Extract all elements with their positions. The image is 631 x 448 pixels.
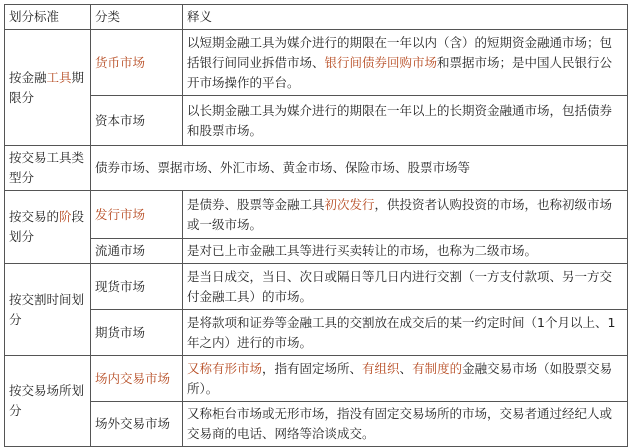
category-cell: 现货市场 xyxy=(91,264,183,310)
table-row xyxy=(5,96,628,146)
table-row xyxy=(5,402,628,447)
merged-description-cell: 债券市场、票据市场、外汇市场、黄金市场、保险市场、股票市场等 xyxy=(91,146,628,191)
table-row xyxy=(5,310,628,356)
category-cell: 场外交易市场 xyxy=(91,402,183,447)
criterion-text: 按金融 xyxy=(9,69,47,85)
desc-text: 金融交易市场（如股票交易所）。 xyxy=(187,360,613,396)
category-cell: 场内交易市场 xyxy=(91,356,183,402)
description-cell xyxy=(183,191,628,239)
desc-text: 、 xyxy=(399,360,413,376)
criterion-text: 期限分 xyxy=(9,69,85,105)
table-row xyxy=(5,30,628,96)
criterion-cell xyxy=(5,30,91,146)
criterion-text-highlight: 阶 xyxy=(59,209,72,224)
description-cell xyxy=(183,310,628,356)
table-row xyxy=(5,191,628,239)
description-cell xyxy=(183,96,628,146)
desc-text-highlight: 银行间债券回购市场 xyxy=(324,54,438,70)
criterion-text-highlight: 工具 xyxy=(46,69,72,85)
criterion-cell xyxy=(5,356,91,447)
desc-text-highlight: 有制度的 xyxy=(412,360,463,376)
description-cell xyxy=(183,239,628,264)
desc-text: 是当日成交，当日、次日或隔日等几日内进行交割（一方支付款项、另一方交付金融工具）的市场。 xyxy=(187,268,613,304)
category-cell: 期货市场 xyxy=(91,310,183,356)
market-classification-table xyxy=(4,4,628,447)
table-row xyxy=(5,264,628,310)
table-row xyxy=(5,239,628,264)
desc-text: ，供投资者认购投资的市场，也称初级市场或一级市场。 xyxy=(187,196,613,232)
criterion-text: 按交易的 xyxy=(9,209,60,224)
criterion-text: 段划分 xyxy=(9,209,85,244)
desc-text: ，指有固定场所、 xyxy=(262,360,363,376)
criterion-text: 按交易场所划分 xyxy=(9,383,85,418)
header-description: 释义 xyxy=(183,5,628,30)
criterion-text: 按交割时间划分 xyxy=(9,291,85,327)
desc-text: 是将款项和证券等金融工具的交割放在成交后的某一约定时间（1个月以上、1年之内）进行的市场。 xyxy=(187,314,616,350)
criterion-cell xyxy=(5,191,91,264)
desc-text: 又称柜台市场或无形市场，指没有固定交易场所的市场，交易者通过经纪人或交易商的电话、网络等洽谈成交。 xyxy=(187,406,613,441)
desc-text: 以短期金融工具为媒介进行的期限在一年以内（含）的短期资金融通市场；包括银行间同业拆借市场、 xyxy=(187,34,613,70)
criterion-cell xyxy=(5,264,91,356)
header-row xyxy=(5,5,628,30)
header-criterion: 划分标准 xyxy=(5,5,91,30)
category-cell: 发行市场 xyxy=(91,191,183,239)
category-cell: 货币市场 xyxy=(91,30,183,96)
table-row xyxy=(5,356,628,402)
desc-text-highlight: 有组织 xyxy=(362,360,400,376)
table-row xyxy=(5,146,628,191)
desc-text: 是对已上市金融工具等进行买卖转让的市场，也称为二级市场。 xyxy=(187,243,538,258)
desc-text: 是债券、股票等金融工具 xyxy=(187,196,325,212)
description-cell xyxy=(183,264,628,310)
desc-text-highlight: 又称有形市场 xyxy=(187,360,263,376)
criterion-cell xyxy=(5,146,91,191)
criterion-text: 按交易工具类型分 xyxy=(9,150,85,185)
category-cell: 资本市场 xyxy=(91,96,183,146)
desc-text: 以长期金融工具为媒介进行的期限在一年以上的长期资金融通市场，包括债券和股票市场。 xyxy=(187,102,613,138)
header-category: 分类 xyxy=(91,5,183,30)
description-cell xyxy=(183,402,628,447)
category-cell: 流通市场 xyxy=(91,239,183,264)
table-wrapper xyxy=(4,4,627,447)
description-cell xyxy=(183,30,628,96)
desc-text: 和票据市场；是中国人民银行公开市场操作的平台。 xyxy=(187,54,613,90)
desc-text-highlight: 初次发行 xyxy=(324,196,375,212)
description-cell xyxy=(183,356,628,402)
